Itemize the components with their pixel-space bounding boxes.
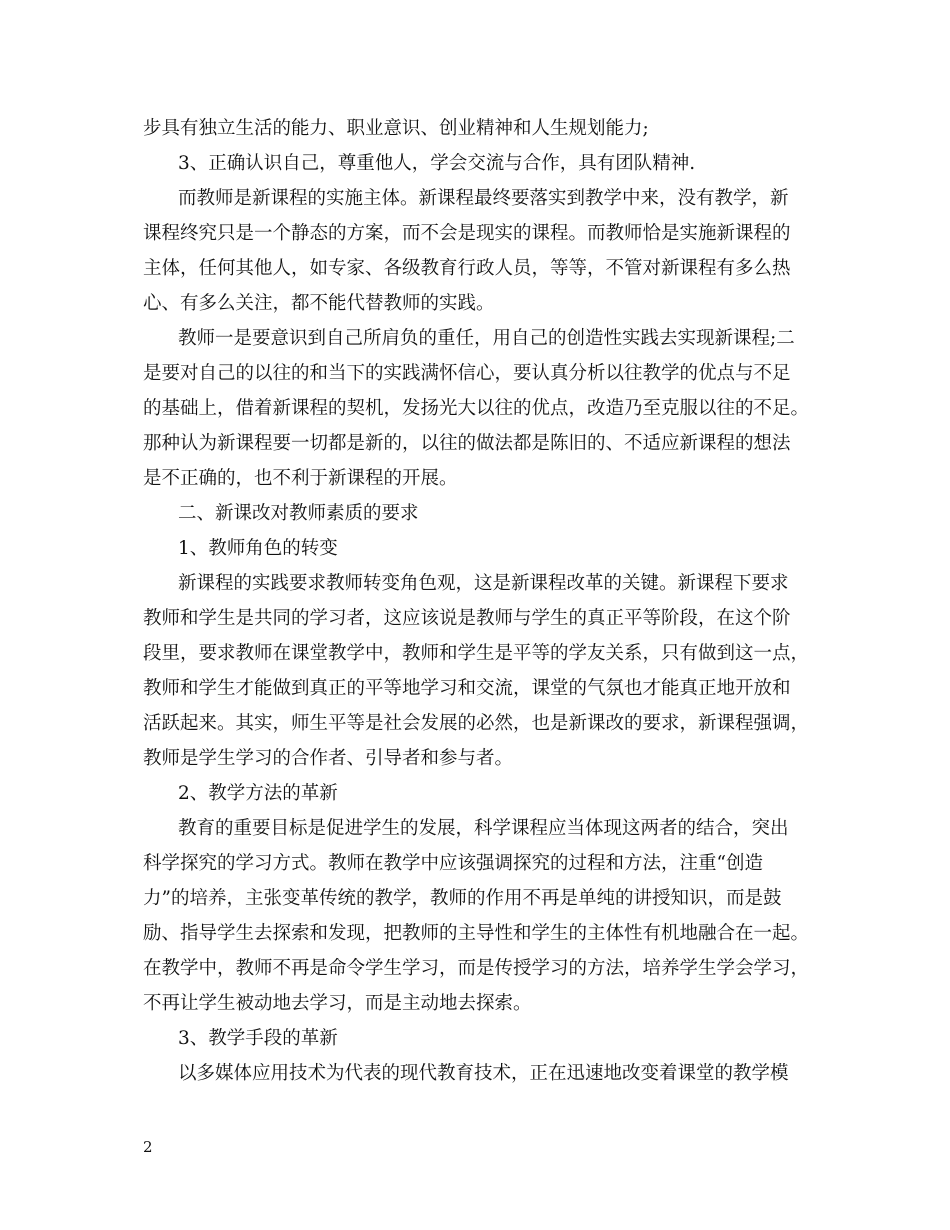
paragraph-start-line: 新课程的实践要求教师转变角色观，这是新课程改革的关键。新课程下要求	[178, 573, 789, 594]
body-text-line: 科学探究的学习方式。教师在教学中应该强调探究的过程和方法，注重“创造	[143, 853, 763, 874]
paragraph-start-line: 教师一是要意识到自己所肩负的重任，用自己的创造性实践去实现新课程;二	[178, 328, 795, 349]
body-text-line: 段里，要求教师在课堂教学中，教师和学生是平等的学友关系，只有做到这一点，	[143, 643, 810, 664]
body-text-line: 教师和学生才能做到真正的平等地学习和交流，课堂的气氛也才能真正地开放和	[143, 678, 791, 699]
body-text-line: 是要对自己的以往的和当下的实践满怀信心，要认真分析以往教学的优点与不足	[143, 363, 791, 384]
body-text-line: 心、有多么关注，都不能代替教师的实践。	[143, 293, 495, 314]
subsection-heading: 3、教学手段的革新	[178, 1028, 338, 1049]
subsection-heading: 1、教师角色的转变	[178, 538, 338, 559]
page-number: 2	[143, 1138, 153, 1156]
body-text-line: 励、指导学生去探索和发现，把教师的主导性和学生的主体性有机地融合在一起。	[143, 923, 810, 944]
numbered-item: 3、正确认识自己，尊重他人，学会交流与合作，具有团队精神.	[178, 153, 696, 174]
body-text-line: 教师和学生是共同的学习者，这应该说是教师与学生的真正平等阶段，在这个阶	[143, 608, 791, 629]
body-text-line: 教师是学生学习的合作者、引导者和参与者。	[143, 748, 514, 769]
body-text-line: 在教学中，教师不再是命令学生学习，而是传授学习的方法，培养学生学会学习，	[143, 958, 810, 979]
paragraph-start-line: 以多媒体应用技术为代表的现代教育技术，正在迅速地改变着课堂的教学模	[178, 1063, 789, 1084]
paragraph-start-line: 教育的重要目标是促进学生的发展，科学课程应当体现这两者的结合，突出	[178, 818, 789, 839]
body-text-line: 主体，任何其他人，如专家、各级教育行政人员，等等，不管对新课程有多么热	[143, 258, 791, 279]
body-text-line: 不再让学生被动地去学习，而是主动地去探索。	[143, 993, 532, 1014]
subsection-heading: 2、教学方法的革新	[178, 783, 338, 804]
body-text-line: 那种认为新课程要一切都是新的，以往的做法都是陈旧的、不适应新课程的想法	[143, 433, 791, 454]
body-text-line: 力”的培养，主张变革传统的教学，教师的作用不再是单纯的讲授知识，而是鼓	[143, 888, 782, 909]
paragraph-start-line: 而教师是新课程的实施主体。新课程最终要落实到教学中来，没有教学，新	[178, 188, 789, 209]
body-text-line: 是不正确的，也不利于新课程的开展。	[143, 468, 458, 489]
body-text-line: 步具有独立生活的能力、职业意识、创业精神和人生规划能力;	[143, 118, 649, 139]
section-heading: 二、新课改对教师素质的要求	[178, 503, 419, 524]
body-text-line: 活跃起来。其实，师生平等是社会发展的必然，也是新课改的要求，新课程强调，	[143, 713, 810, 734]
body-text-line: 的基础上，借着新课程的契机，发扬光大以往的优点，改造乃至克服以往的不足。	[143, 398, 810, 419]
body-text-line: 课程终究只是一个静态的方案，而不会是现实的课程。而教师恰是实施新课程的	[143, 223, 791, 244]
